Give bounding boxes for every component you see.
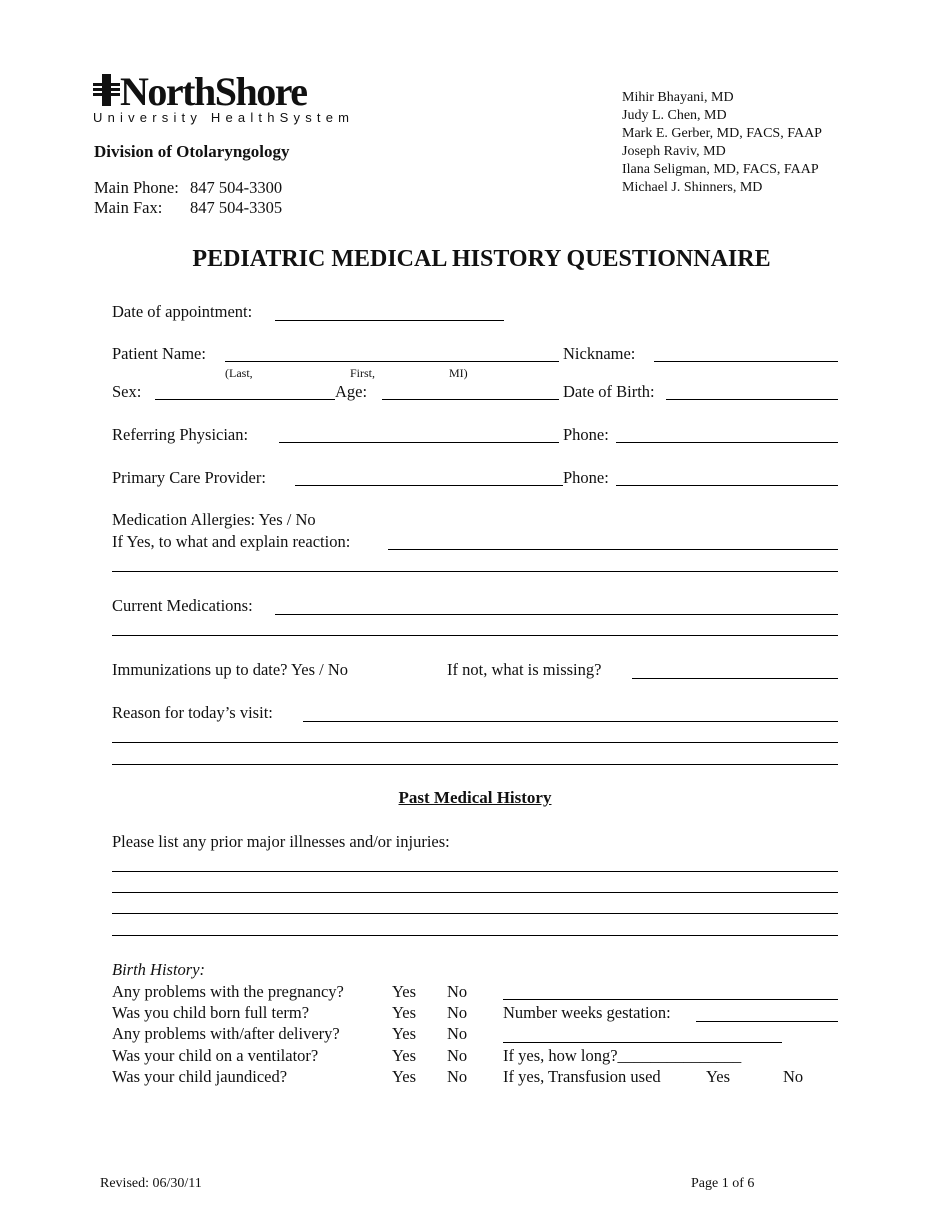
- no-option[interactable]: No: [447, 1046, 468, 1065]
- name-hint-last: (Last,: [225, 366, 253, 380]
- current-medications-label: Current Medications:: [112, 596, 253, 615]
- prior-illnesses-field[interactable]: [112, 935, 838, 936]
- date-of-birth-label: Date of Birth:: [563, 382, 655, 401]
- main-phone-value: 847 504-3300: [190, 178, 283, 197]
- immunizations-label: Immunizations up to date? Yes / No: [112, 660, 349, 679]
- age-field[interactable]: [382, 399, 559, 400]
- physician-name: Michael J. Shinners, MD: [622, 180, 763, 195]
- page-title: PEDIATRIC MEDICAL HISTORY QUESTIONNAIRE: [192, 246, 771, 272]
- revised-date: Revised: 06/30/11: [100, 1176, 202, 1191]
- immunizations-missing-field[interactable]: [632, 678, 838, 679]
- transfusion-label: If yes, Transfusion used: [503, 1067, 661, 1086]
- patient-name-label: Patient Name:: [112, 344, 206, 363]
- prior-illnesses-field[interactable]: [112, 913, 838, 914]
- yes-option[interactable]: Yes: [392, 1046, 417, 1065]
- delivery-problems-field[interactable]: [503, 1042, 782, 1043]
- birth-history-heading: Birth History:: [112, 960, 206, 979]
- prior-illnesses-field[interactable]: [112, 871, 838, 872]
- no-option[interactable]: No: [447, 1024, 468, 1043]
- prior-illnesses-label: Please list any prior major illnesses and/or injuries:: [112, 832, 450, 851]
- name-hint-mi: MI): [449, 366, 468, 380]
- yes-option[interactable]: Yes: [392, 982, 417, 1001]
- logo-wordmark: NorthShore: [120, 69, 307, 114]
- reason-visit-label: Reason for today’s visit:: [112, 703, 273, 722]
- patient-name-field[interactable]: [225, 361, 559, 362]
- medication-allergies-label: Medication Allergies: Yes / No: [112, 510, 316, 529]
- physician-name: Mark E. Gerber, MD, FACS, FAAP: [622, 126, 822, 141]
- division-name: Division of Otolaryngology: [94, 142, 290, 161]
- birth-question: Was your child on a ventilator?: [112, 1046, 319, 1065]
- prior-illnesses-field[interactable]: [112, 892, 838, 893]
- birth-question: Was you child born full term?: [112, 1003, 310, 1022]
- transfusion-yes-option[interactable]: Yes: [706, 1067, 731, 1086]
- gestation-label: Number weeks gestation:: [503, 1003, 671, 1022]
- date-of-appointment-field[interactable]: [275, 320, 504, 321]
- referring-phone-label: Phone:: [563, 425, 609, 444]
- no-option[interactable]: No: [447, 1003, 468, 1022]
- pregnancy-problems-field[interactable]: [503, 999, 838, 1000]
- yes-option[interactable]: Yes: [392, 1067, 417, 1086]
- reason-visit-field-3[interactable]: [112, 764, 838, 765]
- main-phone-label: Main Phone:: [94, 178, 179, 197]
- physician-name: Ilana Seligman, MD, FACS, FAAP: [622, 162, 819, 177]
- physician-name: Mihir Bhayani, MD: [622, 90, 734, 105]
- primary-care-phone-label: Phone:: [563, 468, 609, 487]
- allergy-reaction-field-2[interactable]: [112, 571, 838, 572]
- ventilator-duration-label: If yes, how long?_______________: [503, 1046, 742, 1065]
- birth-question: Any problems with the pregnancy?: [112, 982, 344, 1001]
- current-medications-field-2[interactable]: [112, 635, 838, 636]
- physician-name: Judy L. Chen, MD: [622, 108, 727, 123]
- allergy-reaction-field[interactable]: [388, 549, 838, 550]
- current-medications-field[interactable]: [275, 614, 838, 615]
- reason-visit-field-2[interactable]: [112, 742, 838, 743]
- referring-phone-field[interactable]: [616, 442, 838, 443]
- no-option[interactable]: No: [447, 982, 468, 1001]
- northshore-cross-icon: [93, 74, 123, 106]
- date-of-appointment-label: Date of appointment:: [112, 302, 253, 321]
- main-fax-label: Main Fax:: [94, 198, 163, 217]
- primary-care-label: Primary Care Provider:: [112, 468, 266, 487]
- birth-question: Was your child jaundiced?: [112, 1067, 288, 1086]
- yes-option[interactable]: Yes: [392, 1024, 417, 1043]
- page-number: Page 1 of 6: [691, 1176, 755, 1191]
- reason-visit-field[interactable]: [303, 721, 838, 722]
- primary-care-field[interactable]: [295, 485, 563, 486]
- gestation-field[interactable]: [696, 1021, 838, 1022]
- date-of-birth-field[interactable]: [666, 399, 838, 400]
- past-medical-history-heading: Past Medical History: [398, 788, 552, 807]
- primary-care-phone-field[interactable]: [616, 485, 838, 486]
- age-label: Age:: [335, 382, 368, 401]
- immunizations-missing-label: If not, what is missing?: [447, 660, 602, 679]
- nickname-field[interactable]: [654, 361, 838, 362]
- logo-subtitle: University HealthSystem: [93, 110, 355, 125]
- yes-option[interactable]: Yes: [392, 1003, 417, 1022]
- main-fax-value: 847 504-3305: [190, 198, 283, 217]
- sex-label: Sex:: [112, 382, 142, 401]
- transfusion-no-option[interactable]: No: [783, 1067, 804, 1086]
- nickname-label: Nickname:: [563, 344, 636, 363]
- sex-field[interactable]: [155, 399, 335, 400]
- no-option[interactable]: No: [447, 1067, 468, 1086]
- referring-physician-label: Referring Physician:: [112, 425, 249, 444]
- physician-name: Joseph Raviv, MD: [622, 144, 726, 159]
- allergy-reaction-label: If Yes, to what and explain reaction:: [112, 532, 351, 551]
- name-hint-first: First,: [350, 366, 376, 380]
- referring-physician-field[interactable]: [279, 442, 559, 443]
- birth-question: Any problems with/after delivery?: [112, 1024, 340, 1043]
